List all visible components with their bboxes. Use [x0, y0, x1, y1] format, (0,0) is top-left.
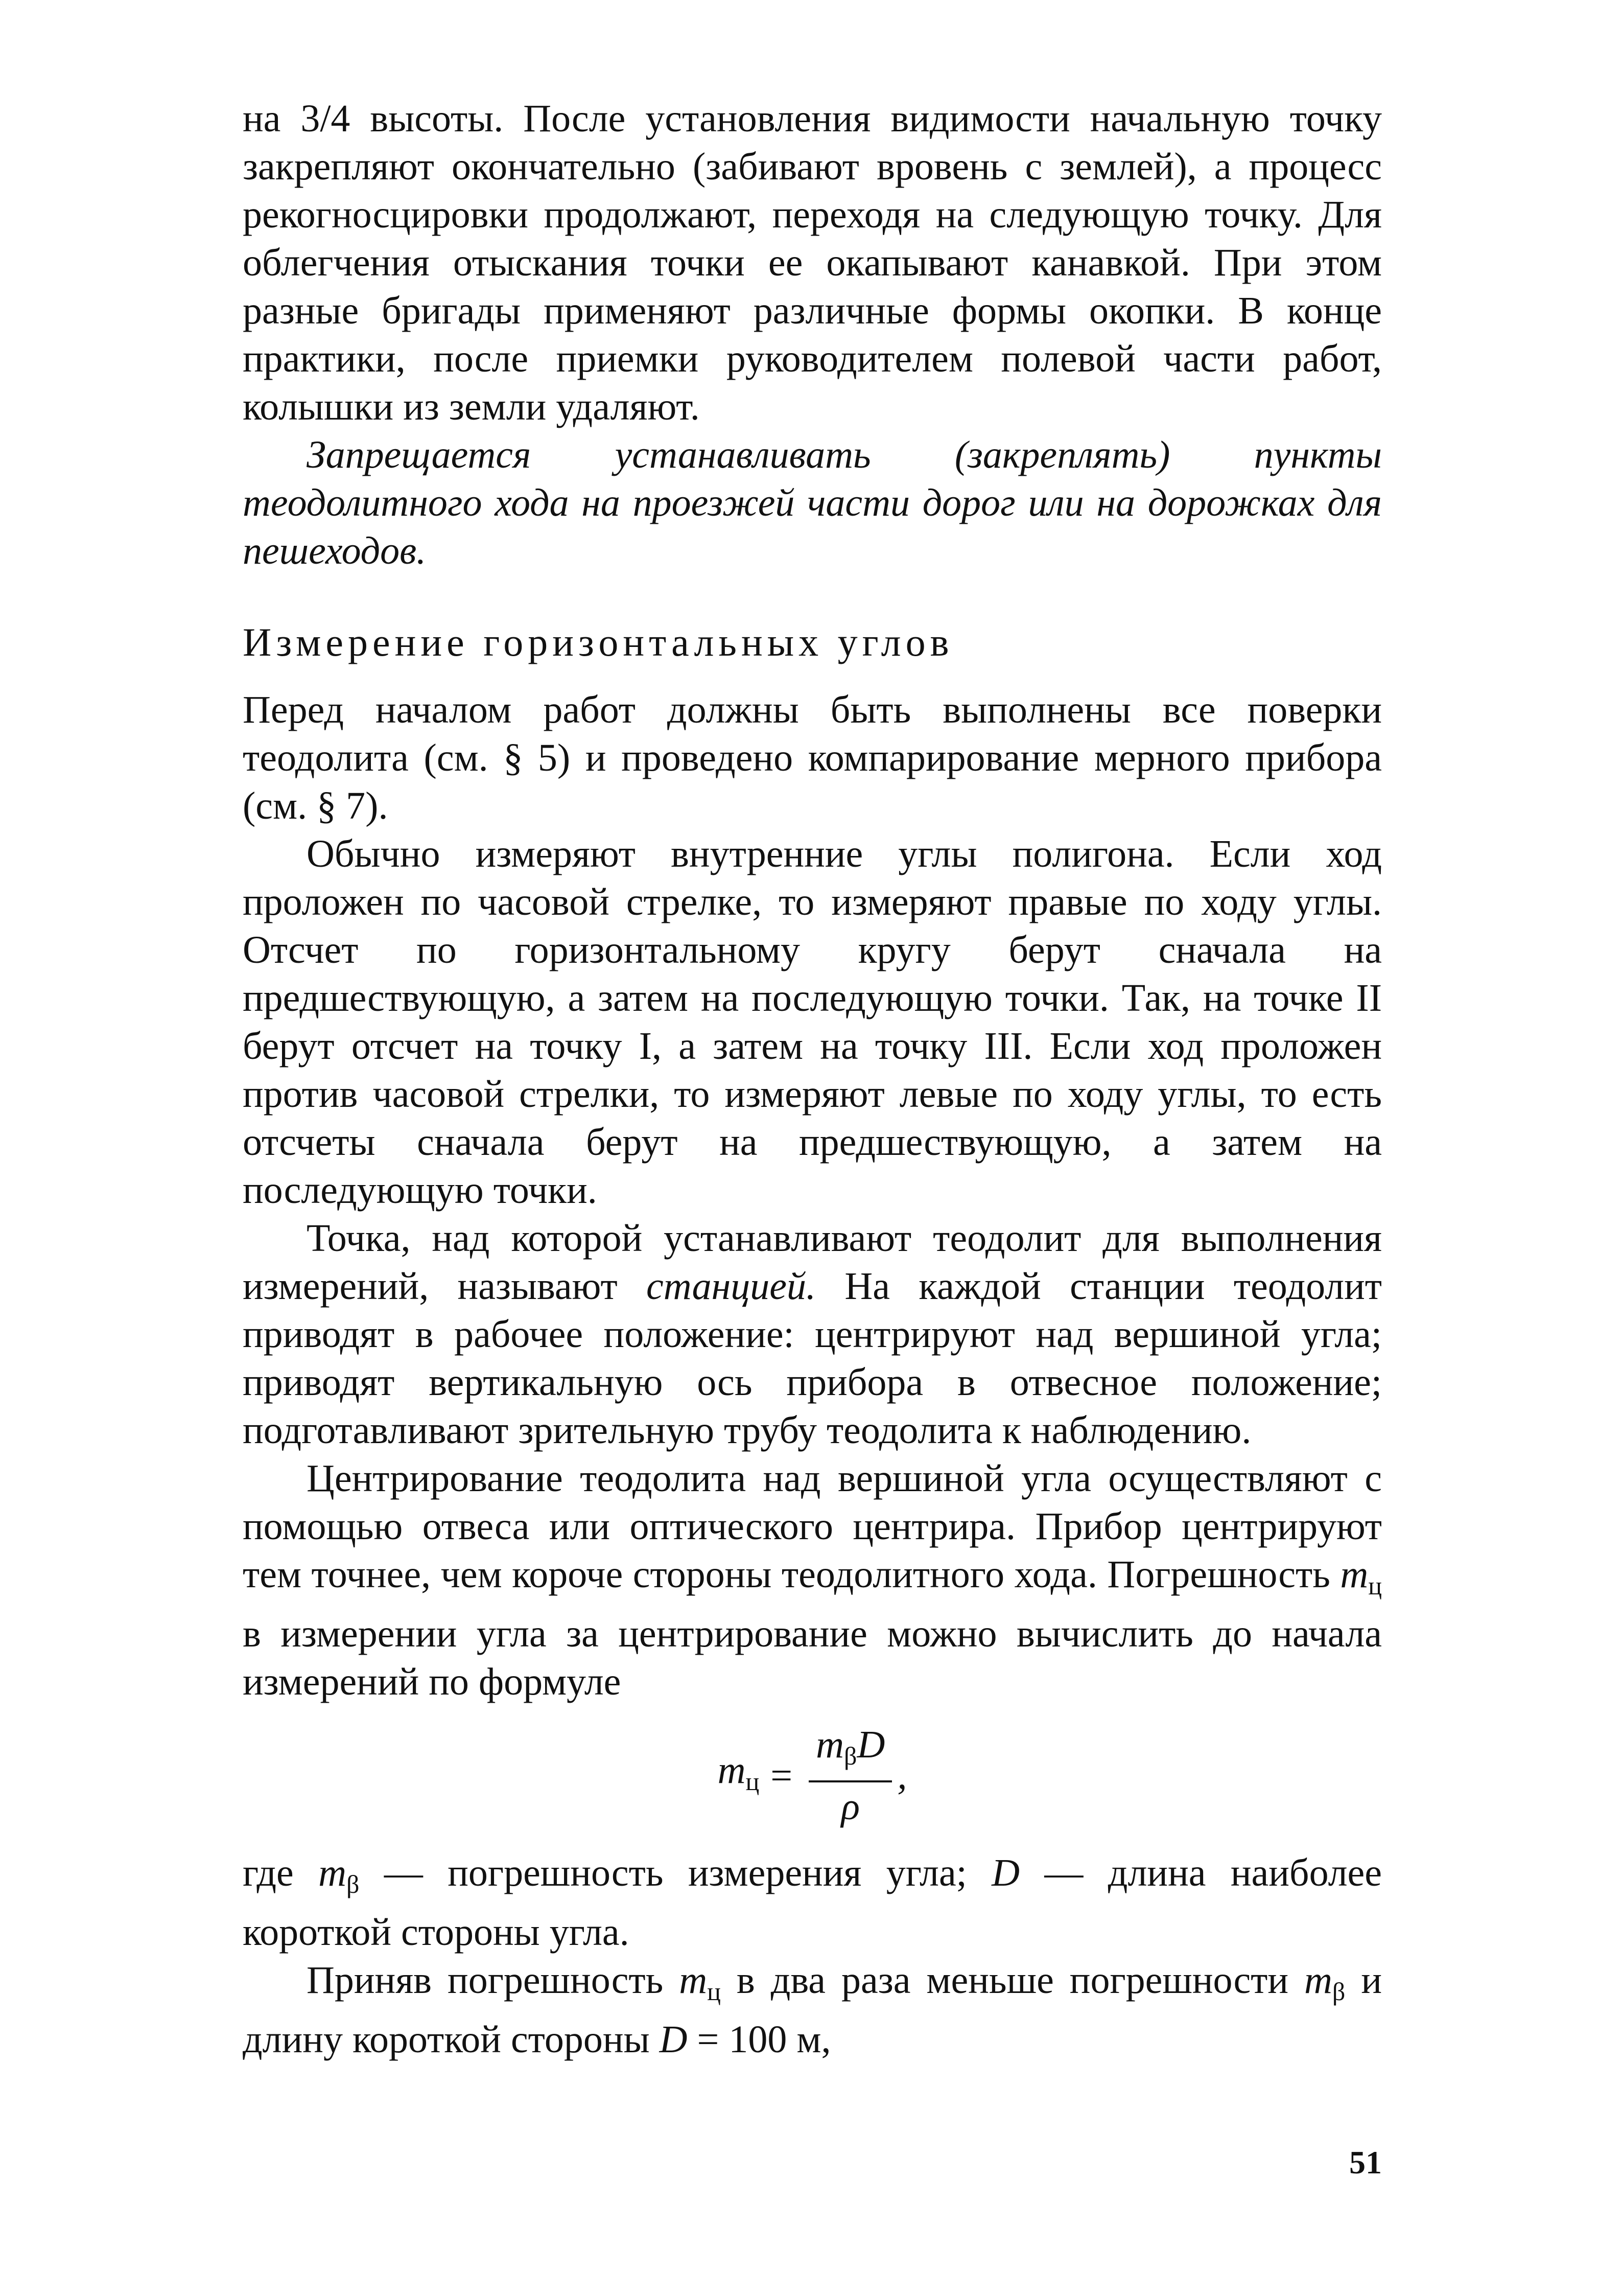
assumption-symbol-D: D: [659, 2018, 688, 2061]
assumption-text-mid2: и длину короткой стороны: [243, 1959, 1382, 2061]
paragraph-recon-continuation: на 3/4 высоты. После установления видимости начальную точку закрепляют окончательно (забивают вровень с землей), а процесс рекогносцировки продолжают, переходя на следующую точку. Для облегчения отыскания точки ее окапывают канавкой. При этом разные бригады применяют различные формы окопки. В конце практики, после приемки руководителем полевой части работ, колышки из земли удаляют.: [243, 97, 1382, 428]
assumption-subscript-2: β: [1332, 1977, 1346, 2006]
centering-text-before: Центрирование теодолита над вершиной угла осуществляют с помощью отвеса или оптического центрира. Прибор центрируют тем точнее, чем короче стороны теодолитного хода. Погрешность: [243, 1457, 1382, 1596]
assumption-text-after: = 100 м,: [687, 2018, 831, 2061]
def-symbol-subscript: β: [346, 1870, 360, 1898]
section-heading: Измерение горизонтальных углов: [243, 620, 954, 664]
symbol-m: m: [1340, 1553, 1369, 1596]
assumption-text-mid1: в два раза меньше погрешности: [720, 1959, 1305, 2002]
def-text-middle: — погрешность измерения угла;: [359, 1851, 992, 1894]
centering-text-after: в измерении угла за центрирование можно вычислить до начала измерений по формуле: [243, 1612, 1382, 1703]
centering-error-formula: [243, 1717, 1382, 1835]
symbol-subscript-c: ц: [1368, 1571, 1382, 1600]
assumption-symbol-m1: m: [679, 1959, 708, 2002]
paragraph-centering: [243, 1454, 1382, 1706]
warning-paragraph: Запрещается устанавливать (закреплять) пункты теодолитного хода на проезжей части дорог или на дорожках для пешеходов.: [243, 433, 1382, 572]
paragraph-station: [243, 1214, 1382, 1454]
formula-equals: =: [770, 1754, 793, 1797]
where-text: где: [243, 1851, 319, 1894]
page-number: 51: [1349, 2144, 1382, 2181]
formula-num-D: D: [857, 1723, 885, 1766]
def-symbol-D: D: [992, 1851, 1020, 1894]
formula-numerator: [809, 1721, 892, 1782]
paragraph-preparations: Перед началом работ должны быть выполнены все поверки теодолита (см. § 5) и проведено компарирование мерного прибора (см. § 7).: [243, 688, 1382, 827]
formula-fraction: [809, 1721, 892, 1831]
formula-lhs-m: m: [717, 1749, 746, 1792]
def-text-after: — длина наиболее короткой стороны угла.: [243, 1851, 1382, 1954]
formula-denominator: ρ: [841, 1785, 860, 1828]
station-term: станцией.: [646, 1265, 816, 1308]
assumption-subscript-1: ц: [707, 1977, 721, 2006]
formula-comma: ,: [897, 1754, 907, 1797]
assumption-text-before: Приняв погрешность: [307, 1959, 679, 2002]
paragraph-definitions: [243, 1849, 1382, 1956]
formula-lhs: [718, 1746, 760, 1805]
def-symbol-m: m: [318, 1851, 347, 1894]
formula-num-m: m: [816, 1723, 844, 1766]
formula-num-subscript: β: [844, 1742, 857, 1770]
assumption-symbol-m2: m: [1304, 1959, 1332, 2002]
paragraph-angle-measurement: Обычно измеряют внутренние углы полигона. Если ход проложен по часовой стрелке, то измеряют правые по ходу углы. Отсчет по горизонтальному кругу берут сначала на предшествующую, а затем на последующую точки. Так, на точке II берут отсчет на точку I, а затем на точку III. Если ход проложен против часовой стрелки, то измеряют левые по ходу углы, то есть отсчеты сначала берут на предшествующую, а затем на последующую точки.: [243, 832, 1382, 1212]
station-text-after: На каждой станции теодолит приводят в рабочее положение: центрируют над вершиной угла; приводят вертикальную ось прибора в отвесное положение; подготавливают зрительную трубу теодолита к наблюдению.: [243, 1265, 1382, 1452]
page-body: [243, 95, 1382, 2063]
paragraph-assumption: [243, 1956, 1382, 2063]
station-text-before: Точка, над которой устанавливают теодолит для выполнения измерений, называют: [243, 1217, 1382, 1308]
formula-lhs-subscript: ц: [745, 1767, 760, 1796]
